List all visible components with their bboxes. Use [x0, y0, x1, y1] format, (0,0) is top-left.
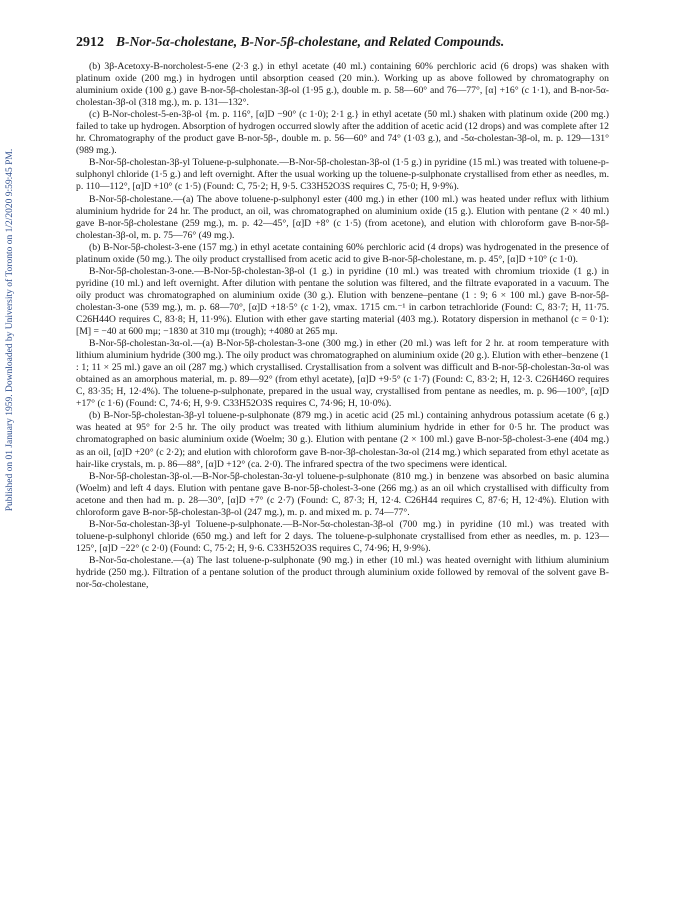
paragraph: B-Nor-5β-cholestane.—(a) The above toluene-p-sulphonyl ester (400 mg.) in ether (100 ml.) was heated under reflux with lithium aluminium hydride for 24 hr. The product, an oil, was chromatographed on aluminium oxide (15 g.). Elution with pentane (2 × 40 ml.) gave B-nor-5β-cholestane (259 mg.), m. p. 42—45°, [α]D +8° (c 1·5) (from acetone), and elution with chloroform gave B-nor-5β-cholestan-3β-ol, m. p. 75—76° (49 mg.). [76, 193, 609, 241]
paragraph: B-Nor-5β-cholestan-3-one.—B-Nor-5β-cholestan-3β-ol (1 g.) in pyridine (10 ml.) was treated with chromium trioxide (1 g.) in pyridine (10 ml.) and left overnight. After dilution with pentane the solution was filtered, and the filtrate evaporated in a vacuum. The oily product was chromatographed on aluminium oxide (30 g.). Elution with benzene–pentane (1 : 9; 6 × 100 ml.) gave B-nor-5β-cholestan-3-one (539 mg.), m. p. 68—70°, [α]D +18·5° (c 1·2), νmax. 1715 cm.⁻¹ in carbon tetrachloride (Found: C, 83·7; H, 11·75. C26H44O requires C, 83·8; H, 11·9%). Elution with ether gave starting material (403 mg.). Rotatory dispersion in methanol (c = 0·1): [M] = −40 at 600 mμ; −1830 at 310 mμ (trough); +4080 at 265 mμ. [76, 265, 609, 338]
paragraph: B-Nor-5β-cholestan-3β-ol.—B-Nor-5β-cholestan-3α-yl toluene-p-sulphonate (810 mg.) in benzene was absorbed on basic alumina (Woelm) and left 4 days. Elution with pentane gave B-nor-5β-cholest-3-one (266 mg.) as an oil which crystallised with difficulty from acetone and then had m. p. 28—30°, [α]D +7° (c 2·7) (Found: C, 87·3; H, 12·4. C26H44 requires C, 87·6; H, 12·4%). Elution with chloroform gave B-nor-5β-cholestan-3β-ol (247 mg.), m. p. and mixed m. p. 74—77°. [76, 470, 609, 518]
paragraph: (b) B-Nor-5β-cholest-3-ene (157 mg.) in ethyl acetate containing 60% perchloric acid (4 drops) was hydrogenated in the presence of platinum oxide (50 mg.). The oily product crystallised from acetic acid to give B-nor-5β-cholestane, m. p. 45°, [α]D +10° (c 1·0). [76, 241, 609, 265]
page-header [76, 34, 606, 51]
paragraph: (b) 3β-Acetoxy-B-norcholest-5-ene (2·3 g.) in ethyl acetate (40 ml.) containing 60% perchloric acid (6 drops) was shaken with platinum oxide (200 mg.) in hydrogen until absorption ceased (20 min.). Working up as above followed by chromatography on aluminium oxide (100 g.) gave B-nor-5β-cholestan-3β-ol (1·95 g.), double m. p. 58—60° and 76—77°, [α] +16° (c 1·1), and B-nor-5α-cholestan-3β-ol (318 mg.), m. p. 131—132°. [76, 61, 609, 109]
running-title: B-Nor-5α-cholestane, B-Nor-5β-cholestane, and Related Compounds. [116, 34, 505, 49]
page-number: 2912 [76, 35, 104, 50]
download-watermark-text: Published on 01 January 1959. Downloaded by University of Toronto on 1/2/2020 9:59:45 PM. [5, 148, 15, 512]
paragraph: B-Nor-5β-cholestan-3β-yl Toluene-p-sulphonate.—B-Nor-5β-cholestan-3β-ol (1·5 g.) in pyridine (15 ml.) was treated with toluene-p-sulphonyl chloride (1·5 g.) and left overnight. After the usual working up the toluene-p-sulphonate crystallised from ether as needles, m. p. 110—112°, [α]D +10° (c 1·5) (Found: C, 75·2; H, 9·5. C33H52O3S requires C, 75·0; H, 9·9%). [76, 157, 609, 193]
paragraph: (c) B-Nor-cholest-5-en-3β-ol {m. p. 116°, [α]D −90° (c 1·0); 2·1 g.} in ethyl acetate (50 ml.) shaken with platinum oxide (200 mg.) failed to take up hydrogen. Absorption of hydrogen occurred slowly after the addition of acetic acid (12 drops) and was complete after 12 hr. Chromatography of the product gave B-nor-5β-, double m. p. 56—60° and 74° (1·03 g.), and -5α-cholestan-3β-ol, m. p. 129—131° (989 mg.). [76, 109, 609, 157]
paragraph: B-Nor-5β-cholestan-3α-ol.—(a) B-Nor-5β-cholestan-3-one (300 mg.) in ether (20 ml.) was left for 2 hr. at room temperature with lithium aluminium hydride (300 mg.). The oily product was chromatographed on aluminium oxide (20 g.). Elution with ether–benzene (1 : 1; 11 × 25 ml.) gave an oil (287 mg.) which crystallised. Crystallisation from a solvent was difficult and B-nor-5β-cholestan-3α-ol was obtained as an amorphous material, m. p. 89—92° (from ethyl acetate), [α]D +9·5° (c 1·7) (Found: C, 83·2; H, 12·3. C26H46O requires C, 83·35; H, 12·4%). The toluene-p-sulphonate, prepared in the usual way, crystallised from pentane as needles, m. p. 96—100°, [α]D +17° (c 1·6) (Found: C, 74·6; H, 9·9. C33H52O3S requires C, 74·96; H, 10·0%). [76, 338, 609, 410]
paragraph: B-Nor-5α-cholestane.—(a) The last toluene-p-sulphonate (90 mg.) in ether (10 ml.) was heated overnight with lithium aluminium hydride (250 mg.). Filtration of a pentane solution of the product through aluminium oxide followed by removal of the solvent gave B-nor-5α-cholestane, [76, 554, 609, 591]
paragraph: (b) B-Nor-5β-cholestan-3β-yl toluene-p-sulphonate (879 mg.) in acetic acid (25 ml.) containing anhydrous potassium acetate (6 g.) was heated at 95° for 2·5 hr. The oily product was treated with lithium aluminium hydride in ether for 0·5 hr. The product was chromatographed on basic aluminium oxide (Woelm; 30 g.). Elution with pentane (2 × 100 ml.) gave B-nor-5β-cholest-3-ene (404 mg.) as an oil, [α]D +20° (c 2·2); and elution with chloroform gave B-nor-3β-cholestan-3α-ol (214 mg.) which separated from ethyl acetate as hair-like crystals, m. p. 86—88°, [α]D +12° (ca. 2·0). The infrared spectra of the two specimens were identical. [76, 410, 609, 470]
paragraph: B-Nor-5α-cholestan-3β-yl Toluene-p-sulphonate.—B-Nor-5α-cholestan-3β-ol (700 mg.) in pyridine (10 ml.) was treated with toluene-p-sulphonyl chloride (650 mg.) and left for 2 days. The toluene-p-sulphonate crystallised from ether as needles, m. p. 123—125°, [α]D −22° (c 2·0) (Found: C, 75·2; H, 9·6. C33H52O3S requires C, 74·96; H, 9·9%). [76, 518, 609, 554]
article-body [76, 61, 609, 591]
download-watermark [3, 70, 17, 590]
